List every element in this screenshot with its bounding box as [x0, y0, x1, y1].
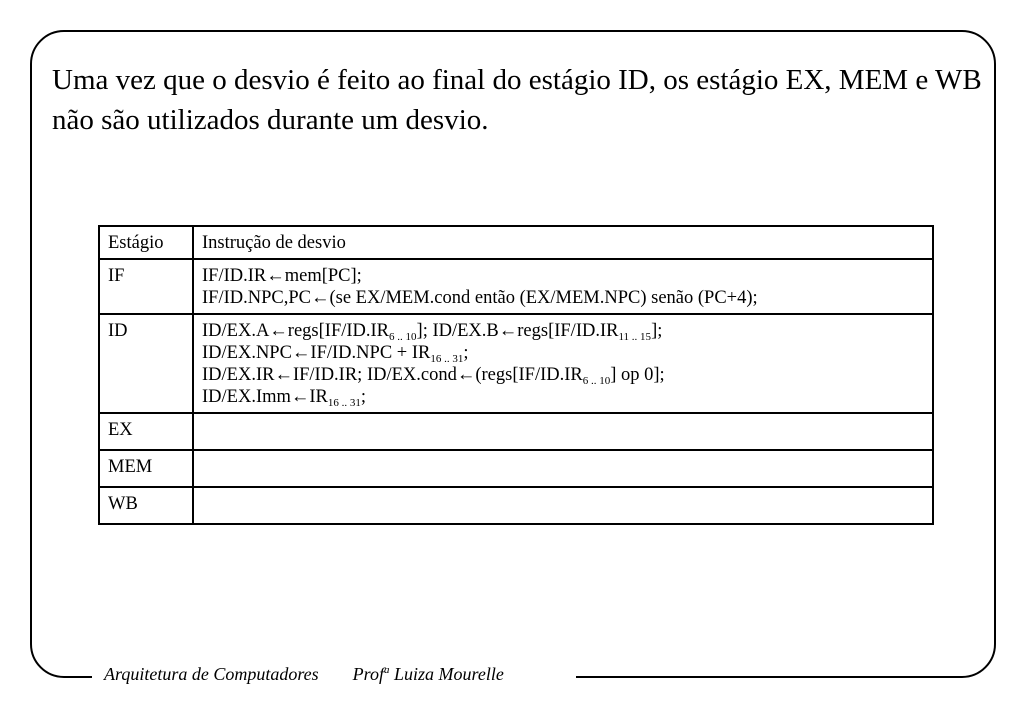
footer-professor-prefix: Prof [352, 664, 384, 684]
stage-cell: EX [99, 413, 193, 450]
footer-professor [353, 664, 504, 684]
footer [104, 664, 504, 685]
instruction-text: ] op 0]; [610, 365, 665, 385]
stage-cell: IF [99, 259, 193, 314]
bit-range-subscript: 16 .. 31 [430, 353, 464, 365]
instruction-line [202, 342, 924, 364]
instruction-text: ID/EX.NPC←IF/ID.NPC + IR [202, 343, 431, 363]
instruction-text: ; [360, 387, 367, 407]
bit-range-subscript: 6 .. 10 [389, 331, 417, 343]
table-row [99, 259, 933, 314]
stage-cell: ID [99, 314, 193, 413]
instruction-line [202, 386, 924, 408]
pipeline-stage-table [98, 225, 934, 525]
instruction-line [202, 364, 924, 386]
slide-title: Uma vez que o desvio é feito ao final do estágio ID, os estágio EX, MEM e WB não são utilizados durante um desvio. [52, 64, 982, 136]
instruction-text: ID/EX.A←regs[IF/ID.IR [202, 321, 390, 341]
instruction-text: ]; ID/EX.B←regs[IF/ID.IR [416, 321, 619, 341]
table-row [99, 314, 933, 413]
instruction-text: ]; [651, 321, 663, 341]
instruction-cell [193, 413, 933, 450]
stage-cell: MEM [99, 450, 193, 487]
footer-professor-name: Luiza Mourelle [389, 664, 504, 684]
instruction-cell [193, 487, 933, 524]
header-stage: Estágio [99, 226, 193, 259]
footer-professor-sup: a [384, 664, 390, 676]
header-instruction: Instrução de desvio [193, 226, 933, 259]
instruction-line [202, 265, 924, 287]
instruction-text: IF/ID.NPC,PC←(se EX/MEM.cond então (EX/MEM.NPC) senão (PC+4); [202, 288, 758, 308]
instruction-text: ID/EX.IR←IF/ID.IR; ID/EX.cond←(regs[IF/ID.IR [202, 365, 583, 385]
table-row [99, 413, 933, 450]
table-row [99, 450, 933, 487]
table-row [99, 487, 933, 524]
instruction-text: ; [463, 343, 469, 363]
bit-range-subscript: 11 .. 15 [618, 331, 652, 343]
instruction-cell [193, 450, 933, 487]
instruction-line [202, 320, 924, 342]
footer-course: Arquitetura de Computadores [104, 664, 319, 684]
stage-cell: WB [99, 487, 193, 524]
table-header-row [99, 226, 933, 259]
instruction-cell [193, 259, 933, 314]
instruction-line [202, 287, 924, 309]
instruction-text: ID/EX.Imm←IR [202, 387, 328, 407]
bit-range-subscript: 6 .. 10 [582, 375, 611, 387]
instruction-text: IF/ID.IR←mem[PC]; [202, 266, 362, 286]
table-body [99, 259, 933, 524]
bit-range-subscript: 16 .. 31 [327, 397, 361, 409]
instruction-cell [193, 314, 933, 413]
